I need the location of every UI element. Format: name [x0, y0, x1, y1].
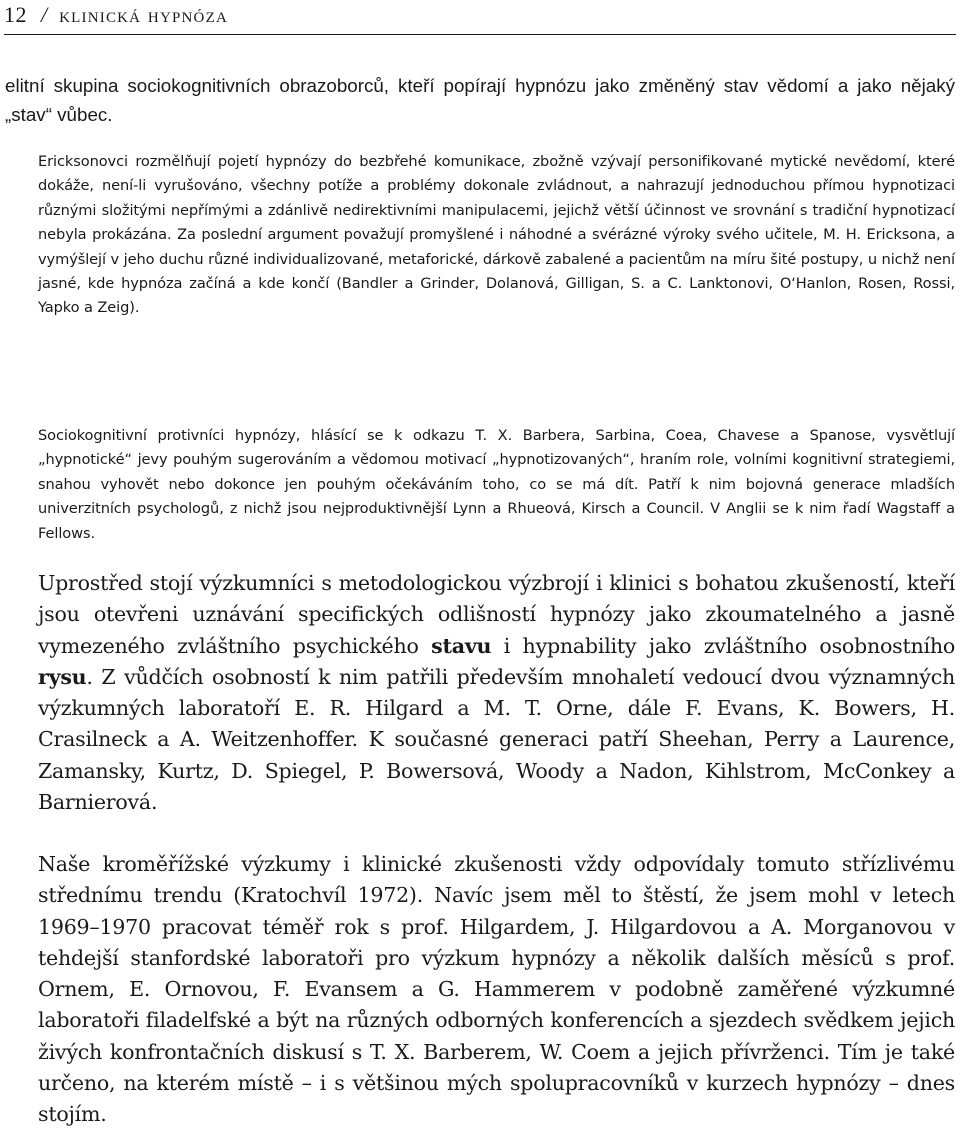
- header-separator: /: [41, 2, 48, 27]
- keyword-rysu: rysu: [38, 664, 87, 689]
- keyword-stavu: stavu: [431, 633, 492, 658]
- section-title: klinická hypnóza: [59, 2, 228, 27]
- paragraph-middle-ground: [38, 568, 955, 818]
- paragraph-continuation: elitní skupina sociokognitivních obrazoborců, kteří popírají hypnózu jako změněný stav vědomí a jako nějaký „stav“ vůbec.: [5, 75, 955, 125]
- middle-ground-text-2: i hypnability jako zvláštního osobnostního: [491, 633, 956, 658]
- running-header: [4, 2, 956, 35]
- middle-ground-text-1: Uprostřed stojí výzkumníci s metodologickou výzbrojí i klinici s bohatou zkušeností, kteří jsou otevřeni uznávání specifických odlišností hypnózy jako zkoumatelného a jasně vymezeného zvláštního psychického: [38, 571, 955, 658]
- page-number: 12: [4, 2, 27, 27]
- paragraph-kromeriz-research: Naše kroměřížské výzkumy i klinické zkušenosti vždy odpovídaly tomuto střízlivému střednímu trendu (Kratochvíl 1972). Navíc jsem měl to štěstí, že jsem mohl v letech 1969–1970 pracovat téměř rok s prof. Hilgardem, J. Hilgardovou a A. Morganovou v tehdejší stanfordské laboratoři pro výzkum hypnózy a několik dalších měsíců s prof. Ornem, E. Ornovou, F. Evansem a G. Hammerem v podobně zaměřené výzkumné laboratoři filadelfské a být na různých odborných konferencích a sjezdech svědkem jejich živých konfrontačních diskusí s T. X. Barberem, W. Coem a jejich přívrženci. Tím je také určeno, na kterém místě – i s většinou mých spolupracovníků v kurzech hypnózy – dnes stojím.: [38, 852, 955, 1127]
- middle-ground-text-3: . Z vůdčích osobností k nim patřili především mnohaletí vedoucí dvou významných výzkumných laboratoří E. R. Hilgard a M. T. Orne, dále F. Evans, K. Bowers, H. Crasilneck a A. Weitzenhoffer. K současné generaci patří Sheehan, Perry a Laurence, Zamansky, Kurtz, D. Spiegel, P. Bowersová, Woody a Nadon, Kihlstrom, McConkey a Barnierová.: [38, 664, 955, 815]
- paragraph-sociocognitive: Sociokognitivní protivníci hypnózy, hlásící se k odkazu T. X. Barbera, Sarbina, Coea, Chavese a Spanose, vysvětlují „hypnotické“ jevy pouhým sugerováním a vědomou motivací „hypnotizovaných“, hraním role, volními kognitivní strategiemi, snahou vyhovět nebo dokonce jen pouhým očekáváním toho, co se má dít. Patří k nim bojovná generace mladších univerzitních psychologů, z nichž jsou nejproduktivnější Lynn a Rhueová, Kirsch a Council. V Anglii se k nim řadí Wagstaff a Fellows.: [38, 427, 955, 542]
- paragraph-ericksonians: Ericksonovci rozmělňují pojetí hypnózy do bezbřehé komunikace, zbožně vzývají personifikované mytické nevědomí, které dokáže, není-li vyrušováno, všechny potíže a problémy dokonale zvládnout, a nahrazují jednoduchou přímou hypnotizaci různými složitými nepřímými a zdánlivě nedirektivními manipulacemi, jejichž větší účinnost ve srovnání s tradiční hypnotizací nebyla prokázána. Za poslední argument považují promyšlené i náhodné a svérázné výroky svého učitele, M. H. Ericksona, a vymýšlejí v jeho duchu různé individualizované, metaforické, dárkově zabalené a pacientům na míru šité postupy, u nichž není jasné, kde hypnóza začíná a kde končí (Bandler a Grinder, Dolanová, Gilligan, S. a C. Lanktonovi, O‘Hanlon, Rosen, Rossi, Yapko a Zeig).: [38, 153, 955, 317]
